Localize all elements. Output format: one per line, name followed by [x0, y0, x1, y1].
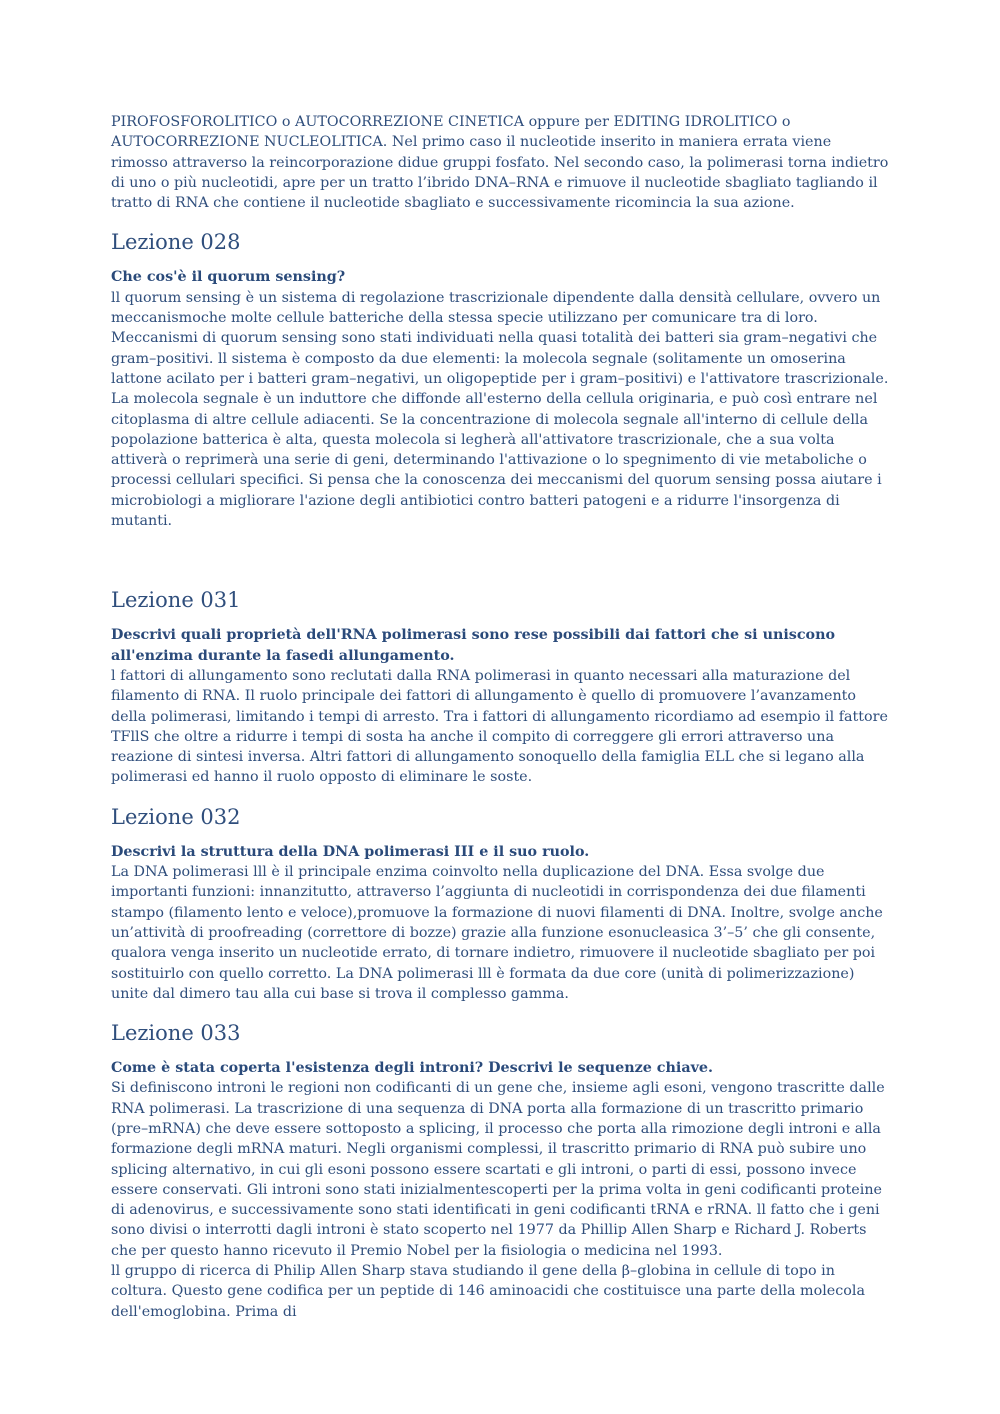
- section-heading: Lezione 032: [111, 804, 241, 829]
- section-heading: Lezione 028: [111, 230, 241, 255]
- section-lezione-032: [111, 804, 891, 1004]
- section-answer: Si definiscono introni le regioni non codificanti di un gene che, insieme agli esoni, vengono trascritte dalle RNA polimerasi. La trascrizione di una sequenza di DNA porta alla formazione di un trascritto primario (pre–mRNA) che deve essere sottoposto a splicing, il processo che porta alla rimozione degli introni e alla formazione degli mRNA maturi. Negli organismi complessi, il trascritto primario di RNA può subire uno splicing alternativo, in cui gli esoni possono essere scartati e gli introni, o parti di essi, possono invece essere conservati. Gli introni sono stati inizialmentescoperti per la prima volta in geni codificanti proteine di adenovirus, e successivamente sono stati identificati in geni codificanti tRNA e rRNA. ll fatto che i geni sono divisi o interrotti dagli introni è stato scoperto nel 1977 da Phillip Allen Sharp e Richard J. Roberts che per questo hanno ricevuto il Premio Nobel per la fisiologia o medicina nel 1993.: [111, 1080, 885, 1259]
- section-question: Descrivi quali proprietà dell'RNA polimerasi sono rese possibili dai fattori che si uniscono all'enzima durante la fasedi allungamento.: [111, 627, 836, 664]
- section-question: Descrivi la struttura della DNA polimerasi III e il suo ruolo.: [111, 843, 590, 860]
- section-heading: Lezione 031: [111, 588, 241, 613]
- section-question: Come è stata coperta l'esistenza degli introni? Descrivi le sequenze chiave.: [111, 1060, 713, 1077]
- document-page: [111, 112, 891, 1322]
- intro-paragraph: PIROFOSFOROLITICO o AUTOCORREZIONE CINETICA oppure per EDITING IDROLITICO o AUTOCORREZIONE NUCLEOLITICA. Nel primo caso il nucleotide inserito in maniera errata viene rimosso attraverso la reincorporazione didue gruppi fosfato. Nel secondo caso, la polimerasi torna indietro di uno o più nucleotidi, apre per un tratto l’ibrido DNA–RNA e rimuove il nucleotide sbagliato tagliando il tratto di RNA che contiene il nucleotide sbagliato e successivamente ricomincia la sua azione.: [111, 114, 889, 212]
- section-lezione-028: [111, 229, 891, 531]
- section-answer: l fattori di allungamento sono reclutati dalla RNA polimerasi in quanto necessari alla maturazione del filamento di RNA. Il ruolo principale dei fattori di allungamento è quello di promuovere l’avanzamento della polimerasi, limitando i tempi di arresto. Tra i fattori di allungamento ricordiamo ad esempio il fattore TFllS che oltre a ridurre i tempi di sosta ha anche il compito di correggere gli errori attraverso una reazione di sintesi inversa. Altri fattori di allungamento sonoquello della famiglia ELL che si legano alla polimerasi ed hanno il ruolo opposto di eliminare le soste.: [111, 667, 888, 786]
- section-lezione-033: [111, 1020, 891, 1322]
- section-answer: ll quorum sensing è un sistema di regolazione trascrizionale dipendente dalla densità cellulare, ovvero un meccanismoche molte cellule batteriche della stessa specie utilizzano per comunicare tra di loro. Meccanismi di quorum sensing sono stati individuati nella quasi totalità dei batteri sia gram–negativi che gram–positivi. ll sistema è composto da due elementi: la molecola segnale (solitamente un omoserina lattone acilato per i batteri gram–negativi, un oligopeptide per i gram–positivi) e l'attivatore trascrizionale. La molecola segnale è un induttore che diffonde all'esterno della cellula originaria, e può così entrare nel citoplasma di altre cellule adiacenti. Se la concentrazione di molecola segnale all'interno di cellule della popolazione batterica è alta, questa molecola si legherà all'attivatore trascrizionale, che a sua volta attiverà o reprimerà una serie di geni, determinando l'attivazione o lo spegnimento di vie metaboliche o processi cellulari specifici. Si pensa che la conoscenza dei meccanismi del quorum sensing possa aiutare i microbiologi a migliorare l'azione degli antibiotici contro batteri patogeni e a ridurre l'insorgenza di mutanti.: [111, 289, 889, 530]
- section-heading: Lezione 033: [111, 1021, 241, 1046]
- section-answer: La DNA polimerasi lll è il principale enzima coinvolto nella duplicazione del DNA. Essa svolge due importanti funzioni: innanzitutto, attraverso l’aggiunta di nucleotidi in corrispondenza dei due filamenti stampo (filamento lento e veloce),promuove la formazione di nuovi filamenti di DNA. Inoltre, svolge anche un’attività di proofreading (correttore di bozze) grazie alla funzione esonucleasica 3’–5’ che gli consente, qualora venga inserito un nucleotide errato, di tornare indietro, rimuovere il nucleotide sbagliato per poi sostituirlo con quello corretto. La DNA polimerasi lll è formata da due core (unità di polimerizzazione) unite dal dimero tau alla cui base si trova il complesso gamma.: [111, 864, 883, 1002]
- section-lezione-031: [111, 587, 891, 787]
- section-question: Che cos'è il quorum sensing?: [111, 269, 346, 286]
- section-answer-continued: ll gruppo di ricerca di Philip Allen Sharp stava studiando il gene della β–globina in cellule di topo in coltura. Questo gene codifica per un peptide di 146 aminoacidi che costituisce una parte della molecola dell'emoglobina. Prima di: [111, 1263, 865, 1320]
